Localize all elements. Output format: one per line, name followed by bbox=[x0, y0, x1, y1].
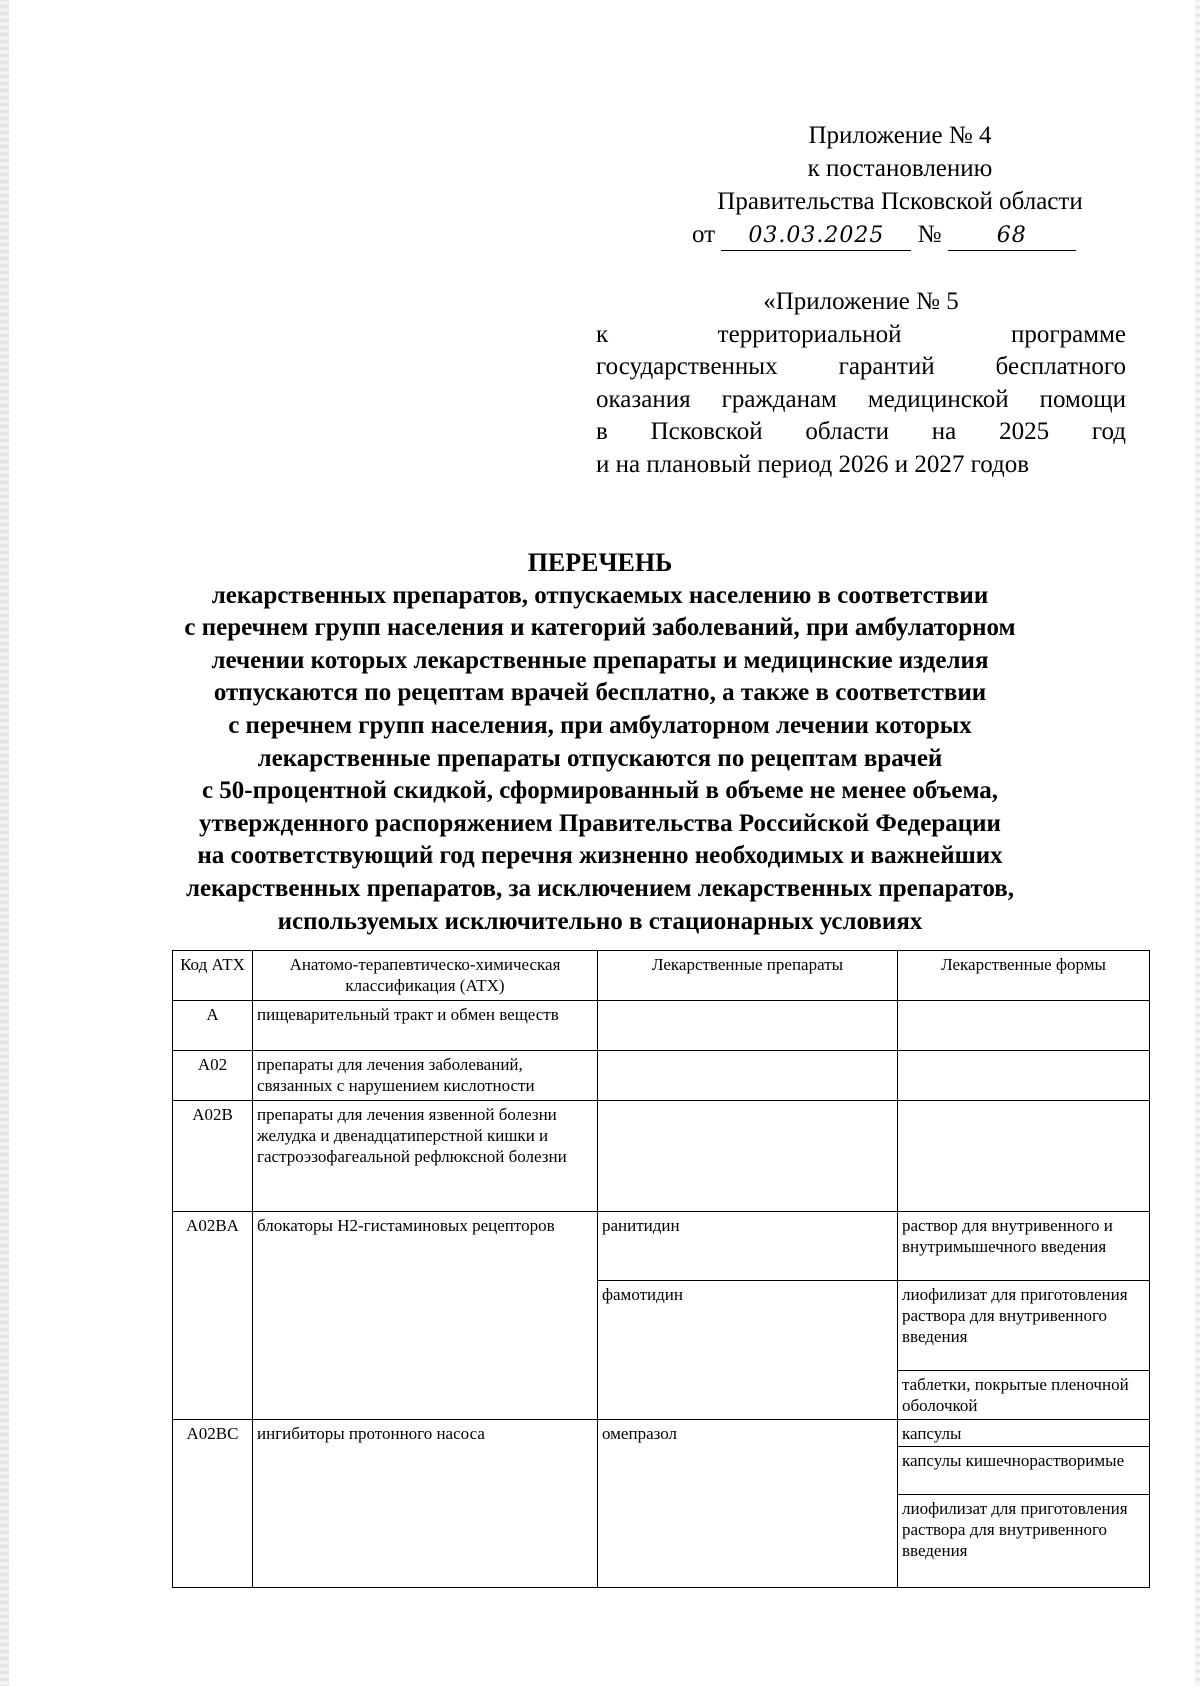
table-header-row bbox=[173, 951, 1150, 1001]
form-cell: лиофилизат для приготовления раствора для внутривенного введения bbox=[898, 1495, 1150, 1588]
appendix-5-title: «Приложение № 5 bbox=[763, 288, 959, 315]
number-sign: № bbox=[917, 221, 942, 248]
table-row bbox=[173, 1212, 1150, 1281]
date-number-row bbox=[680, 218, 1120, 251]
handwritten-date: 03.03.2025 bbox=[721, 222, 911, 251]
appendix-5-line-3: государственных гарантий бесплатного bbox=[596, 353, 1126, 380]
title-line: лечении которых лекарственные препараты и медицинские изделия bbox=[211, 646, 989, 674]
appendix-4-title: Приложение № 4 bbox=[808, 122, 992, 149]
classification-cell: ингибиторы протонного насоса bbox=[253, 1420, 598, 1588]
appendix-4-header bbox=[680, 119, 1120, 251]
classification-cell: препараты для лечения заболеваний, связанных с нарушением кислотности bbox=[253, 1051, 598, 1101]
appendix-4-resolution-ref: к постановлению bbox=[807, 155, 993, 182]
form-cell: таблетки, покрытые пленочной оболочкой bbox=[898, 1371, 1150, 1420]
drug-cell: фамотидин bbox=[598, 1281, 898, 1420]
drug-cell: ранитидин bbox=[598, 1212, 898, 1281]
appendix-5-header bbox=[596, 286, 1126, 481]
title-line: лекарственные препараты отпускаются по рецептам врачей bbox=[257, 744, 943, 772]
title-line: отпускаются по рецептам врачей бесплатно, а также в соответствии bbox=[213, 679, 987, 707]
appendix-4-government: Правительства Псковской области bbox=[717, 188, 1083, 215]
atc-code-cell: A02 bbox=[173, 1051, 253, 1101]
title-line: с 50-процентной скидкой, сформированный в объеме не менее объема, bbox=[201, 777, 999, 805]
form-cell bbox=[898, 1001, 1150, 1051]
drug-cell bbox=[598, 1101, 898, 1212]
title-line: используемых исключительно в стационарных условиях bbox=[277, 907, 923, 935]
scan-left-edge bbox=[0, 0, 9, 1686]
title-line: на соответствующий год перечня жизненно необходимых и важнейших bbox=[197, 842, 1003, 870]
appendix-5-line-6: и на плановый период 2026 и 2027 годов bbox=[596, 450, 1030, 478]
title-line: с перечнем групп населения, при амбулаторном лечении которых bbox=[228, 711, 972, 739]
header-forms: Лекарственные формы bbox=[898, 951, 1150, 1001]
date-prefix: от bbox=[692, 221, 716, 248]
title-line: с перечнем групп населения и категорий заболеваний, при амбулаторном bbox=[184, 614, 1016, 642]
atc-code-cell: A02B bbox=[173, 1101, 253, 1212]
scan-right-edge bbox=[1195, 0, 1200, 1686]
title-line: лекарственных препаратов, отпускаемых населению в соответствии bbox=[211, 581, 989, 609]
classification-cell: блокаторы H2-гистаминовых рецепторов bbox=[253, 1212, 598, 1420]
table-row bbox=[173, 1051, 1150, 1101]
classification-cell: пищеварительный тракт и обмен веществ bbox=[253, 1001, 598, 1051]
drug-cell bbox=[598, 1051, 898, 1101]
header-classification: Анатомо-терапевтическо-химическая классификация (АТХ) bbox=[253, 951, 598, 1001]
appendix-5-line-2: к территориальной программе bbox=[596, 320, 1126, 348]
classification-cell: препараты для лечения язвенной болезни желудка и двенадцатиперстной кишки и гастроэзофагеальной рефлюксной болезни bbox=[253, 1101, 598, 1212]
form-cell: капсулы bbox=[898, 1420, 1150, 1447]
drug-cell: омепразол bbox=[598, 1420, 898, 1588]
form-cell bbox=[898, 1051, 1150, 1101]
document-title bbox=[150, 547, 1050, 938]
table-row bbox=[173, 1101, 1150, 1212]
header-drugs: Лекарственные препараты bbox=[598, 951, 898, 1001]
appendix-5-line-5: в Псковской области на 2025 год bbox=[596, 418, 1126, 445]
form-cell: лиофилизат для приготовления раствора для внутривенного введения bbox=[898, 1281, 1150, 1371]
form-cell: капсулы кишечнорастворимые bbox=[898, 1447, 1150, 1495]
title-line: лекарственных препаратов, за исключением лекарственных препаратов, bbox=[185, 874, 1014, 902]
drug-list-table bbox=[172, 950, 1150, 1588]
title-heading: ПЕРЕЧЕНЬ bbox=[527, 548, 673, 577]
table-row bbox=[173, 1001, 1150, 1051]
form-cell: раствор для внутривенного и внутримышечного введения bbox=[898, 1212, 1150, 1281]
atc-code-cell: A02BA bbox=[173, 1212, 253, 1420]
drug-cell bbox=[598, 1001, 898, 1051]
atc-code-cell: A02BC bbox=[173, 1420, 253, 1588]
atc-code-cell: A bbox=[173, 1001, 253, 1051]
table-row bbox=[173, 1420, 1150, 1447]
form-cell bbox=[898, 1101, 1150, 1212]
header-code: Код АТХ bbox=[173, 951, 253, 1001]
title-line: утвержденного распоряжением Правительства Российской Федерации bbox=[199, 809, 1001, 837]
handwritten-number: 68 bbox=[948, 222, 1076, 251]
appendix-5-line-4: оказания гражданам медицинской помощи bbox=[596, 385, 1126, 413]
